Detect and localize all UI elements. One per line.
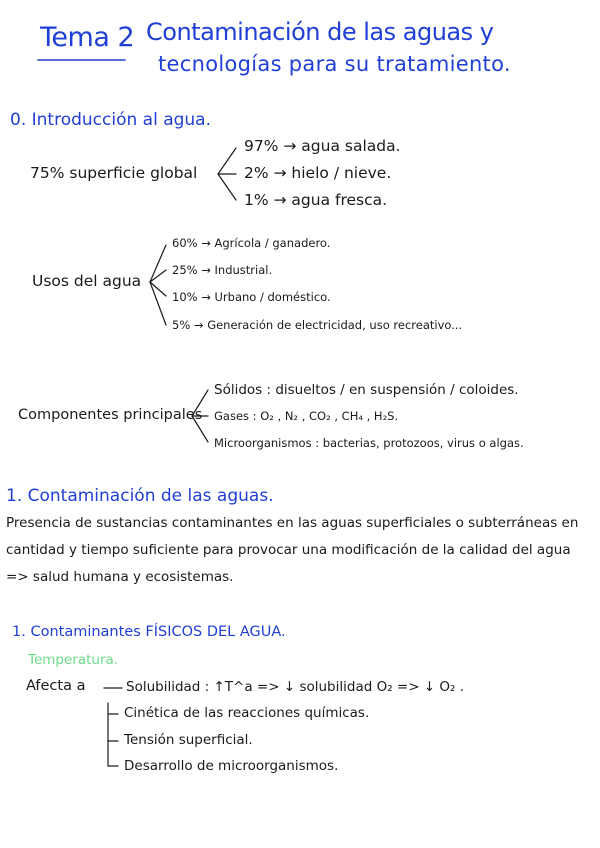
- afecta-item-2: Cinética de las reacciones químicas.: [124, 705, 370, 721]
- componentes-item-1: Sólidos : disueltos / en suspensión / coloides.: [214, 382, 519, 398]
- usos-item-2: 25% → Industrial.: [172, 263, 273, 277]
- usos-branch-2: [150, 270, 166, 282]
- usos-branch-1: [150, 245, 166, 282]
- usos-item-4: 5% → Generación de electricidad, uso recreativo...: [172, 318, 463, 332]
- superficie-item-3: 1% → agua fresca.: [244, 191, 388, 209]
- usos-branch-4: [150, 282, 166, 325]
- componentes-item-3: Microorganismos : bacterias, protozoos, virus o algas.: [214, 436, 524, 450]
- afecta-label: Afecta a: [26, 678, 86, 694]
- afecta-item-4: Desarrollo de microorganismos.: [124, 758, 339, 774]
- usos-item-1: 60% → Agrícola / ganadero.: [172, 236, 331, 250]
- tema-label: Tema 2: [40, 22, 135, 53]
- afecta-item-3: Tensión superficial.: [124, 732, 253, 748]
- usos-item-3: 10% → Urbano / doméstico.: [172, 290, 331, 304]
- contaminacion-heading: 1. Contaminación de las aguas.: [6, 486, 274, 506]
- superficie-branch-3: [218, 174, 236, 200]
- afecta-item-1: Solubilidad : ↑T^a => ↓ solubilidad O₂ => ↓ O₂ .: [126, 679, 465, 695]
- fisicos-heading: 1. Contaminantes FÍSICOS DEL AGUA.: [12, 624, 286, 640]
- superficie-item-2: 2% → hielo / nieve.: [244, 164, 392, 182]
- intro-heading: 0. Introducción al agua.: [10, 110, 212, 130]
- usos-branch-3: [150, 282, 166, 296]
- superficie-label: 75% superficie global: [30, 164, 198, 182]
- page-title-line1: Contaminación de las aguas y: [146, 18, 494, 46]
- componentes-item-2: Gases : O₂ , N₂ , CO₂ , CH₄ , H₂S.: [214, 409, 399, 423]
- superficie-branch-1: [218, 148, 236, 174]
- page-title-line2: tecnologías para su tratamiento.: [158, 52, 511, 76]
- contaminacion-text: Presencia de sustancias contaminantes en las aguas superficiales o subterráneas en cantidad y tiempo suficiente para provocar una modificación de la calidad del agua => salud humana y ecosistemas.: [6, 515, 579, 585]
- temperatura-subheading: Temperatura.: [28, 652, 119, 668]
- superficie-item-1: 97% → agua salada.: [244, 137, 401, 155]
- componentes-label: Componentes principales: [18, 407, 203, 423]
- usos-label: Usos del agua: [32, 272, 142, 290]
